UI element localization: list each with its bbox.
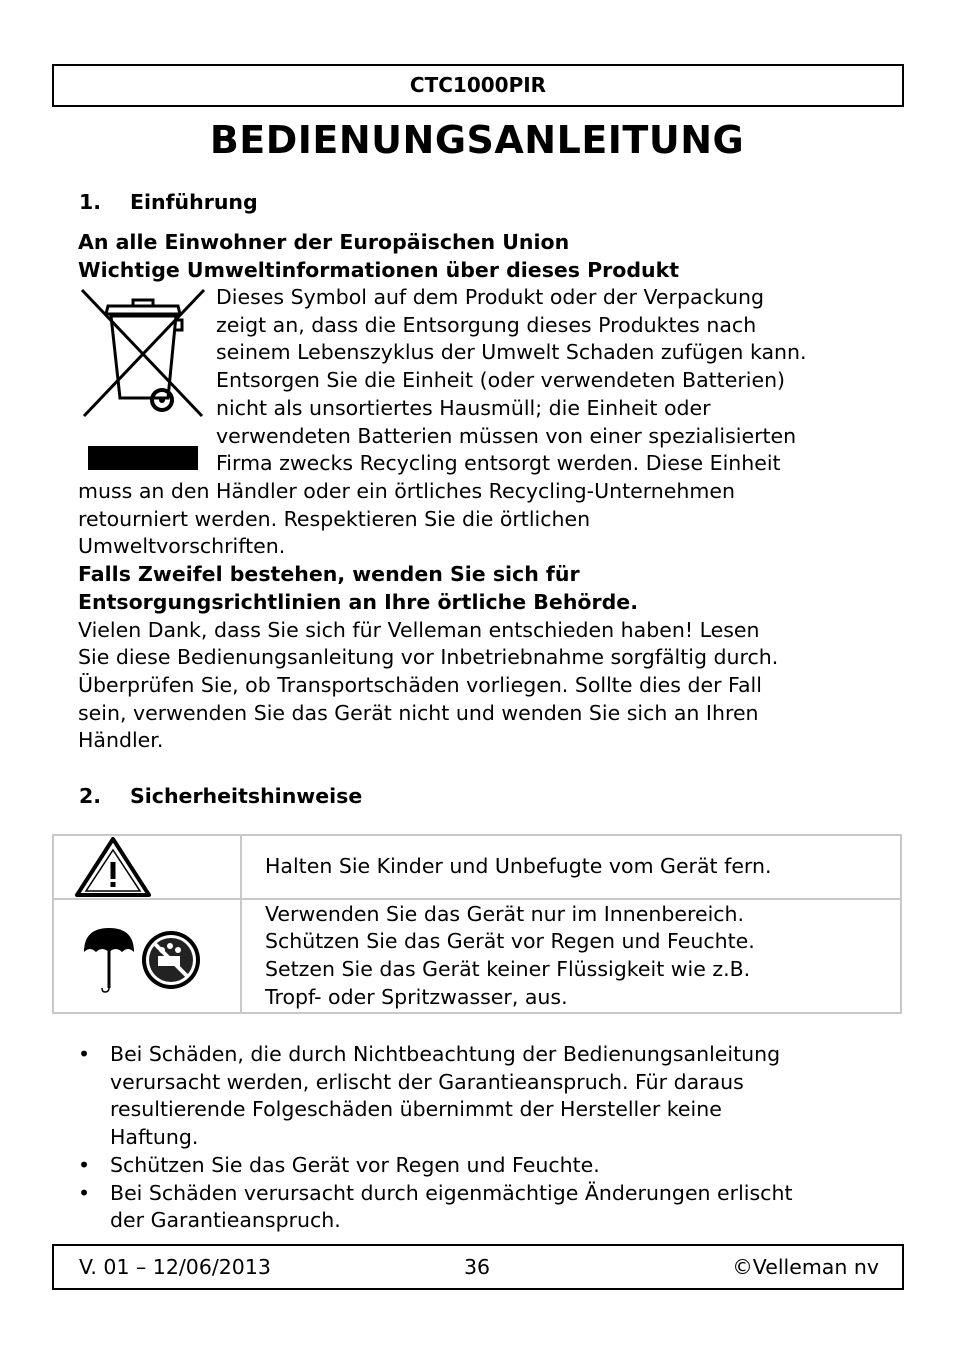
safety-row [53, 835, 901, 899]
thanks-line: sein, verwenden Sie das Gerät nicht und wenden Sie sich an Ihren [78, 700, 759, 725]
safety-text-cell [241, 899, 901, 1013]
page-footer [52, 1244, 904, 1290]
list-item [78, 1180, 898, 1235]
list-item-line: verursacht werden, erlischt der Garantieanspruch. Für daraus [110, 1069, 744, 1094]
model-header [52, 64, 904, 107]
copyright: ©Velleman nv [732, 1255, 879, 1279]
weee-line: seinem Lebenszyklus der Umwelt Schaden zufügen kann. [216, 340, 807, 365]
section-1-heading [79, 188, 258, 216]
weee-paragraph [216, 284, 896, 478]
list-item-line: Bei Schäden verursacht durch eigenmächtige Änderungen erlischt [110, 1180, 793, 1205]
page-title: BEDIENUNGSANLEITUNG [209, 118, 745, 162]
section-1-number: 1. [79, 190, 102, 214]
safety-line: Schützen Sie das Gerät vor Regen und Feuchte. [265, 929, 755, 954]
weee-line: Firma zwecks Recycling entsorgt werden. Diese Einheit [216, 451, 781, 476]
section-2-heading [79, 782, 362, 810]
list-item-line: der Garantieanspruch. [110, 1208, 341, 1233]
weee-line: zeigt an, dass die Entsorgung dieses Produktes nach [216, 312, 757, 337]
list-item-line: resultierende Folgeschäden übernimmt der Hersteller keine [110, 1097, 722, 1122]
thanks-line: Sie diese Bedienungsanleitung vor Inbetriebnahme sorgfältig durch. [78, 645, 779, 670]
thanks-line: Vielen Dank, dass Sie sich für Velleman entschieden haben! Lesen [78, 617, 760, 642]
list-item [78, 1152, 898, 1180]
safety-line: Setzen Sie das Gerät keiner Flüssigkeit wie z.B. [265, 957, 751, 981]
safety-row [53, 899, 901, 1013]
environment-info-line: Wichtige Umweltinformationen über dieses Produkt [78, 257, 680, 282]
safety-line: Verwenden Sie das Gerät nur im Innenbereich. [265, 901, 745, 926]
no-water-splash-icon [142, 931, 200, 989]
umbrella-icon [84, 928, 134, 992]
weee-cont-line: Umweltvorschriften. [78, 534, 286, 559]
list-item-line: Schützen Sie das Gerät vor Regen und Feuchte. [110, 1152, 600, 1177]
bullet-dot: • [78, 1042, 91, 1066]
crossed-out-wheelie-bin-icon [78, 286, 210, 472]
list-item-line: Bei Schäden, die durch Nichtbeachtung der Bedienungsanleitung [110, 1042, 781, 1066]
list-item [78, 1041, 898, 1152]
list-item-line: Haftung. [110, 1125, 199, 1150]
thanks-line: Überprüfen Sie, ob Transportschäden vorliegen. Sollte dies der Fall [78, 672, 762, 697]
thanks-line: Händler. [78, 728, 164, 753]
version-date: V. 01 – 12/06/2013 [79, 1255, 271, 1279]
safety-bullet-list [78, 1041, 898, 1235]
section-2-title: Sicherheitshinweise [130, 784, 363, 808]
weee-symbol [78, 286, 210, 472]
safety-text-cell [241, 835, 901, 899]
weee-cont-line: retourniert werden. Respektieren Sie die örtlichen [78, 506, 591, 531]
doubt-line: Entsorgungsrichtlinien an Ihre örtliche Behörde. [78, 589, 638, 614]
indoor-use-icons [54, 906, 240, 1006]
weee-line: nicht als unsortiertes Hausmüll; die Einheit oder [216, 395, 711, 420]
eu-residents-heading [78, 229, 878, 284]
safety-icon-cell [53, 899, 241, 1013]
safety-icon-cell [53, 835, 241, 899]
bullet-dot: • [78, 1152, 91, 1177]
safety-table [52, 834, 902, 1014]
warning-triangle-icon [54, 836, 240, 898]
weee-line: Dieses Symbol auf dem Produkt oder der Verpackung [216, 285, 765, 309]
page-number: 36 [464, 1255, 491, 1279]
doubt-line: Falls Zweifel bestehen, wenden Sie sich für [78, 562, 580, 587]
safety-line: Halten Sie Kinder und Unbefugte vom Gerät fern. [265, 854, 772, 879]
bullet-dot: • [78, 1180, 91, 1205]
safety-line: Tropf- oder Spritzwasser, aus. [265, 984, 568, 1009]
model-name: CTC1000PIR [409, 73, 547, 97]
weee-line: verwendeten Batterien müssen von einer spezialisierten [216, 423, 797, 448]
weee-line: Entsorgen Sie die Einheit (oder verwendeten Batterien) [216, 368, 786, 393]
weee-continuation [78, 478, 878, 755]
section-2-number: 2. [79, 784, 102, 808]
weee-cont-line: muss an den Händler oder ein örtliches Recycling-Unternehmen [78, 479, 735, 503]
eu-residents-line: An alle Einwohner der Europäischen Union [78, 230, 570, 254]
section-1-title: Einführung [130, 190, 258, 214]
